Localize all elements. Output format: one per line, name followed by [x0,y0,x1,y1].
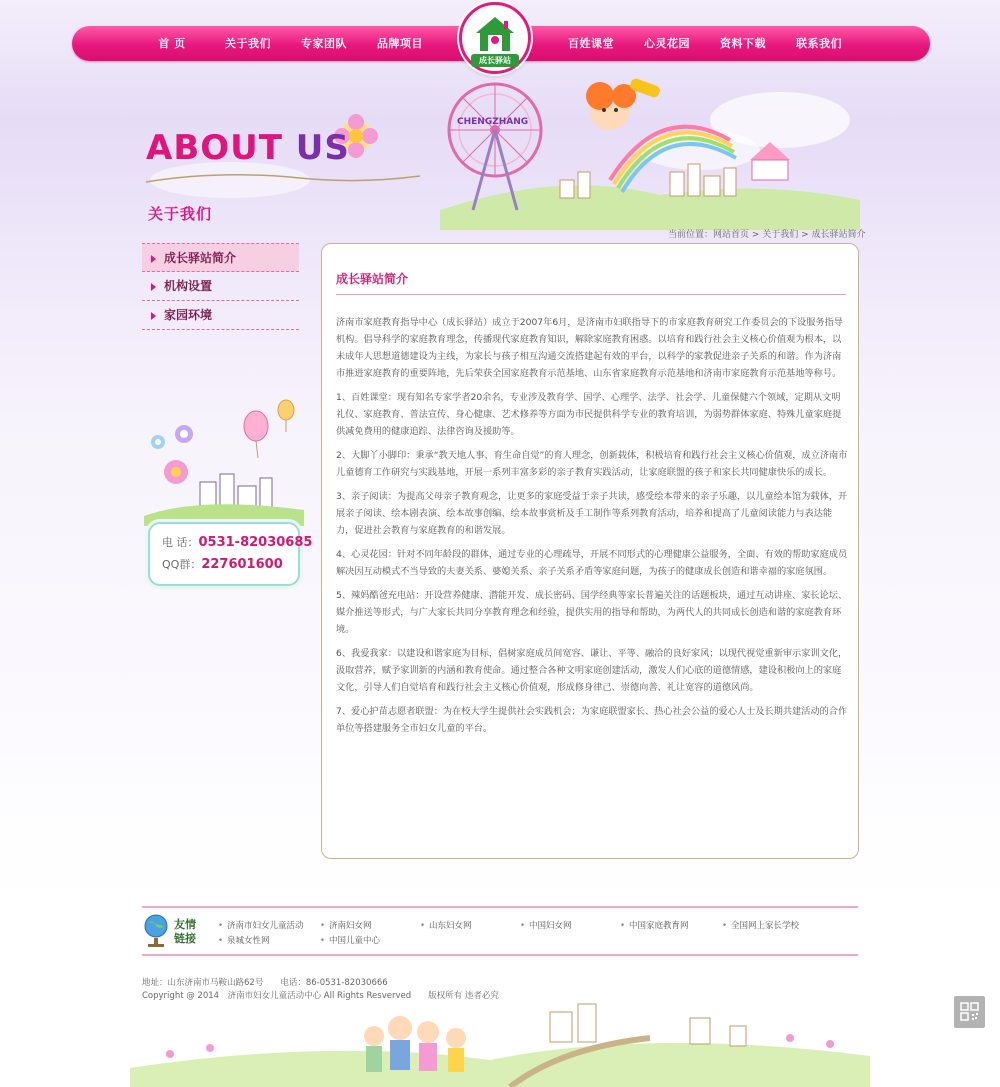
footer-copyright: Copyright @ 2014 济南市妇女儿童活动中心 All Rights Resverved 版权所有 违者必究 [142,991,499,1001]
wheel-text: CHENGZHANG [457,117,529,127]
title-divider [336,294,846,295]
sidebar-item-label: 家园环境 [164,308,213,322]
sidebar-item-label: 机构设置 [164,279,213,293]
about-us-heading-en [146,128,350,168]
friend-link[interactable]: • 中国儿童中心 [320,934,380,946]
footer-address: 地址：山东济南市马鞍山路62号 电话：86-0531-82030666 [142,978,388,988]
content-title: 成长驿站简介 [336,272,409,286]
nav-classroom[interactable]: 百姓课堂 [568,37,614,50]
nav-experts[interactable]: 专家团队 [301,37,347,50]
sidebar-item-structure[interactable] [142,272,299,301]
triangle-right-icon [151,255,156,263]
sidebar-nav [142,243,299,330]
nav-contact[interactable]: 联系我们 [796,37,842,50]
friend-link[interactable]: • 中国家庭教育网 [620,919,689,931]
nav-brand-projects[interactable]: 品牌项目 [377,37,423,50]
phone-number: 0531-82030685 [198,535,313,550]
nav-heart-garden[interactable]: 心灵花园 [644,37,690,50]
nav-downloads[interactable]: 资料下载 [720,37,766,50]
sidebar-item-label: 成长驿站简介 [164,251,237,265]
about-en-part1: ABOUT [146,128,283,168]
sidebar-item-environment[interactable] [142,301,299,330]
breadcrumb-section[interactable]: 关于我们 [762,230,799,240]
friend-link[interactable]: • 中国妇女网 [520,919,572,931]
content-paragraph: 7、爱心护苗志愿者联盟：为在校大学生提供社会实践机会；为家庭联盟家长、热心社会公益的爱心人士及长期共建活动的合作单位等搭建服务全市妇女儿童的平台。 [336,706,848,734]
friend-link[interactable]: • 山东妇女网 [420,919,472,931]
qq-label: QQ群： [162,558,202,571]
breadcrumb-sep: > [798,230,812,240]
breadcrumb-prefix: 当前位置： [668,230,714,240]
content-paragraph: 1、百姓课堂：现有知名专家学者20余名，专业涉及教育学、国学、心理学、法学、社会学、儿童保健六个领域，定期从文明礼仪、家庭教育、普法宣传、身心健康、艺术修养等方面为市民提供科学专业的教育培训，为弱势群体家庭、特殊儿童家庭提供减免费用的健康追踪、法律咨询及援助等。 [336,392,842,437]
sidebar-illustration [140,398,305,526]
contact-card [148,522,313,586]
triangle-right-icon [151,312,156,320]
breadcrumb-home[interactable]: 网站首页 [713,230,750,240]
content-body [336,314,848,744]
friend-link[interactable]: • 全国网上家长学校 [722,919,799,931]
links-divider-bottom [142,954,858,956]
friend-link[interactable]: • 泉城女性网 [218,934,270,946]
content-paragraph: 济南市家庭教育指导中心（成长驿站）成立于2007年6月，是济南市妇联指导下的市家庭教育研究工作委员会的下设服务指导机构。倡导科学的家庭教育理念，传播现代家庭教育知识，解除家庭教育困惑。以培育和践行社会主义核心价值观为根本，以未成年人思想道德建设为主线，为家长与孩子相互沟通交流搭建起有效的平台，以科学的家教促进亲子关系的和谐。作为济南市推进家庭教育的重要阵地，先后荣获全国家庭教育示范基地、山东省家庭教育示范基地和济南市家庭教育示范基地等称号。 [336,317,843,379]
phone-line [162,534,312,550]
qq-number: 227601600 [201,557,283,572]
friend-link[interactable]: • 济南市妇女儿童活动 [218,919,304,931]
links-divider-top [142,906,858,908]
nav-home[interactable]: 首 页 [158,37,186,50]
phone-label: 电 话： [162,536,199,549]
friend-link[interactable]: • 济南妇女网 [320,919,372,931]
breadcrumb [668,227,866,240]
content-paragraph: 5、辣妈酷爸充电站：开设营养健康、潜能开发、成长密码、国学经典等家长普遍关注的话题板块，通过互动讲座、家长论坛、媒介推送等形式，与广大家长共同分享教育理念和经验，提供实用的指导和帮助，为两代人的共同成长创造和谐的家庭教育环境。 [336,590,848,635]
qq-line [162,556,283,572]
breadcrumb-sep: > [749,230,763,240]
footer-illustration [130,968,870,1087]
qr-code-button[interactable] [954,996,985,1028]
sidebar-item-intro[interactable] [142,243,299,272]
globe-icon [142,912,170,950]
section-title: 关于我们 [148,205,213,223]
qr-code-icon [954,996,985,1028]
links-label: 友情链接 [174,918,196,945]
breadcrumb-current: 成长驿站简介 [811,230,866,240]
content-paragraph: 3、亲子阅读：为提高父母亲子教育观念，让更多的家庭受益于亲子共读，感受绘本带来的亲子乐趣，以儿童绘本馆为载体，开展亲子阅读、绘本剧表演、绘本故事创编、绘本故事赏析及手工制作等系列教育活动，培养和提高了儿童阅读能力与表达能力，促进社会教育与家庭教育的和谐发展。 [336,491,848,536]
content-paragraph: 4、心灵花园：针对不同年龄段的群体，通过专业的心理疏导，开展不同形式的心理健康公益服务，全面、有效的帮助家庭成员解决因互动模式不当导致的夫妻关系、婆媳关系、亲子关系矛盾等家庭问题，为孩子的健康成长创造和谐幸福的家庭氛围。 [336,549,848,577]
logo-label: 成长驿站 [471,54,519,67]
nav-about[interactable]: 关于我们 [225,37,271,50]
about-en-part2: US [295,128,350,168]
triangle-right-icon [151,283,156,291]
content-panel [321,243,859,859]
content-paragraph: 2、大脚丫小脚印：秉承“教天地人事、育生命自觉”的育人理念，创新载体，积极培育和践行社会主义核心价值观，成立济南市儿童德育工作研究与实践基地，开展一系列丰富多彩的亲子教育实践活动，让家庭联盟的孩子和家长共同健康快乐的成长。 [336,450,848,478]
content-paragraph: 6、我爱我家：以建设和谐家庭为目标，倡树家庭成员间宽容、谦让、平等、融洽的良好家风；以现代视觉重新审示家训文化，汲取营养，赋予家训新的内涵和教育使命。通过整合各种文明家庭创建活动，激发人们心底的道德情感，建设积极向上的家庭文化，引导人们自觉培育和践行社会主义核心价值观，形成修身律己、崇德向善、礼让宽容的道德风尚。 [336,648,848,693]
